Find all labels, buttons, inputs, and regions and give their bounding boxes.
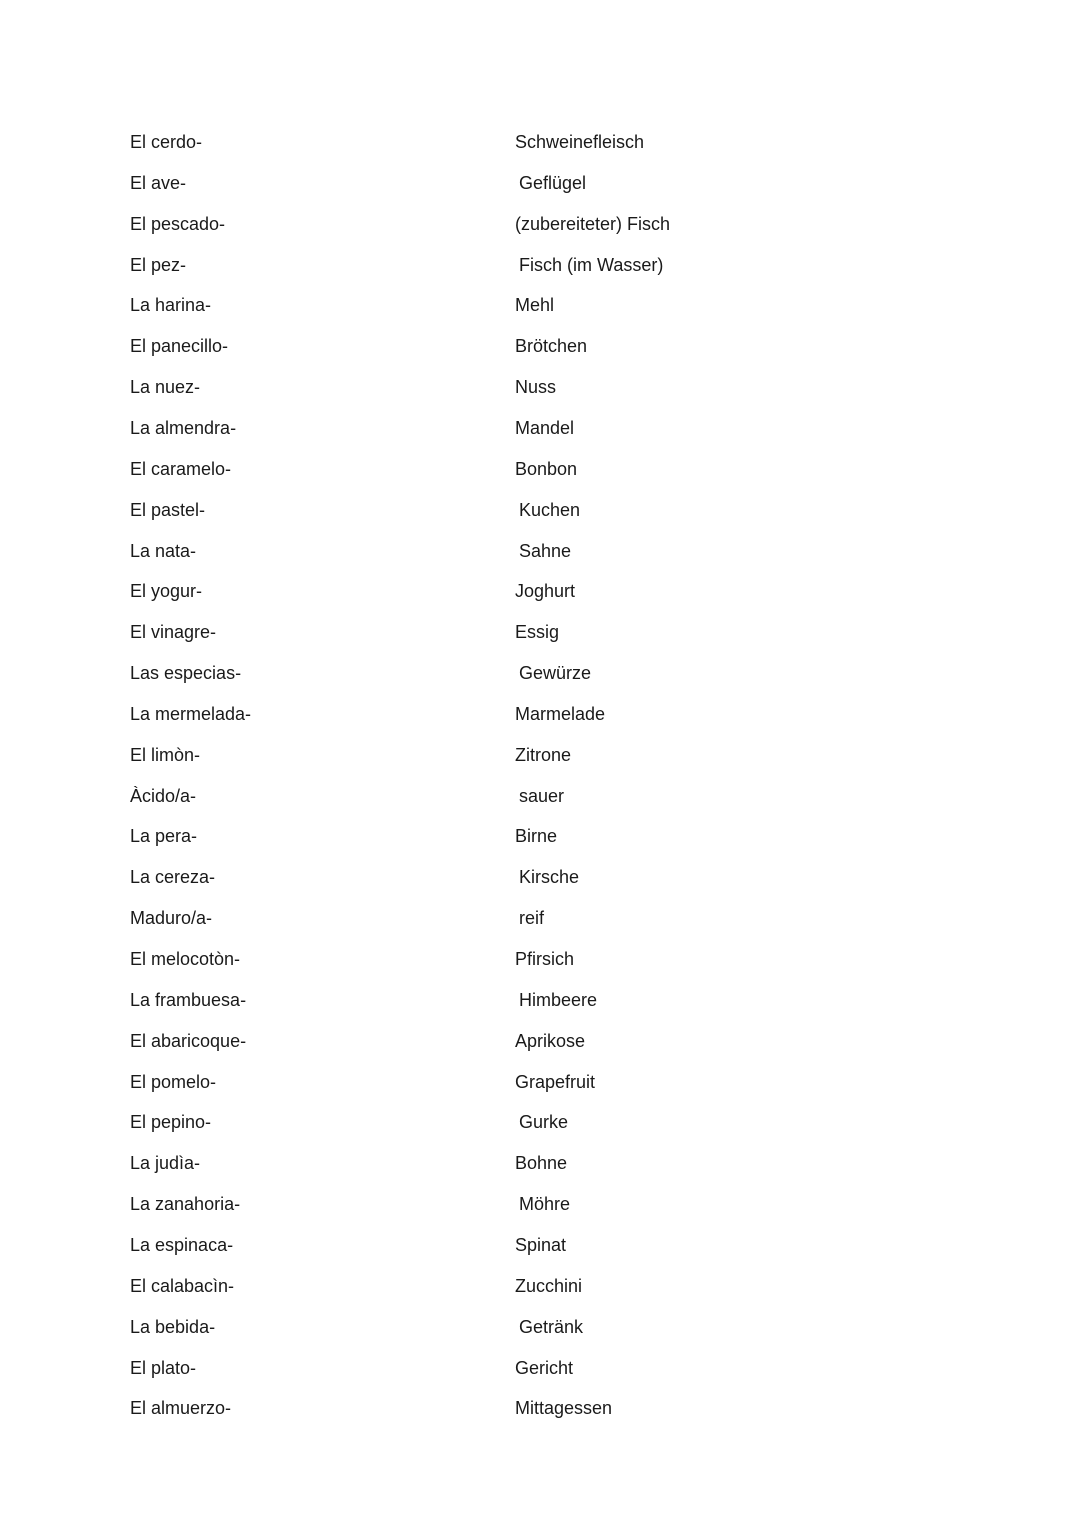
german-translation: Zucchini: [515, 1276, 583, 1296]
spanish-term: La harina-: [130, 295, 212, 315]
spanish-term: El almuerzo-: [130, 1398, 232, 1418]
german-translation: Mandel: [515, 418, 575, 438]
german-translation: Grapefruit: [515, 1072, 596, 1092]
german-translation: Essig: [515, 622, 560, 642]
vocab-row: [0, 1316, 1080, 1356]
german-translation: Brötchen: [515, 336, 588, 356]
vocab-row: [0, 1152, 1080, 1192]
spanish-term: La zanahoria-: [130, 1194, 241, 1214]
vocab-row: [0, 580, 1080, 620]
vocab-row: [0, 540, 1080, 580]
german-translation: Birne: [515, 826, 558, 846]
german-translation: Kuchen: [519, 500, 581, 520]
spanish-term: La almendra-: [130, 418, 237, 438]
spanish-term: El pepino-: [130, 1112, 212, 1132]
vocab-row: [0, 213, 1080, 253]
vocab-row: [0, 703, 1080, 743]
vocab-row: [0, 1397, 1080, 1437]
german-translation: Marmelade: [515, 704, 606, 724]
spanish-term: La pera-: [130, 826, 198, 846]
spanish-term: El limòn-: [130, 745, 201, 765]
german-translation: reif: [519, 908, 545, 928]
vocab-row: [0, 1111, 1080, 1151]
spanish-term: La espinaca-: [130, 1235, 234, 1255]
vocab-row: [0, 1030, 1080, 1070]
german-translation: Fisch (im Wasser): [519, 255, 664, 275]
spanish-term: El pastel-: [130, 500, 206, 520]
spanish-term: El vinagre-: [130, 622, 217, 642]
vocab-row: [0, 499, 1080, 539]
vocab-row: [0, 254, 1080, 294]
spanish-term: El pomelo-: [130, 1072, 217, 1092]
spanish-term: Las especias-: [130, 663, 242, 683]
german-translation: Gewürze: [519, 663, 592, 683]
vocab-row: [0, 662, 1080, 702]
vocab-row: [0, 825, 1080, 865]
german-translation: Spinat: [515, 1235, 567, 1255]
vocab-row: [0, 458, 1080, 498]
german-translation: sauer: [519, 786, 565, 806]
vocab-row: [0, 1357, 1080, 1397]
spanish-term: El abaricoque-: [130, 1031, 247, 1051]
german-translation: Zitrone: [515, 745, 572, 765]
spanish-term: La cereza-: [130, 867, 216, 887]
vocab-row: [0, 948, 1080, 988]
vocab-row: [0, 131, 1080, 171]
german-translation: Möhre: [519, 1194, 571, 1214]
spanish-term: El cerdo-: [130, 132, 203, 152]
spanish-term: El pescado-: [130, 214, 226, 234]
german-translation: Bohne: [515, 1153, 568, 1173]
vocab-row: [0, 1234, 1080, 1274]
spanish-term: El ave-: [130, 173, 187, 193]
vocab-row: [0, 335, 1080, 375]
german-translation: Mehl: [515, 295, 555, 315]
spanish-term: La nuez-: [130, 377, 201, 397]
spanish-term: La bebida-: [130, 1317, 216, 1337]
vocab-row: [0, 621, 1080, 661]
german-translation: (zubereiteter) Fisch: [515, 214, 671, 234]
spanish-term: El caramelo-: [130, 459, 232, 479]
german-translation: Sahne: [519, 541, 572, 561]
german-translation: Getränk: [519, 1317, 584, 1337]
spanish-term: El yogur-: [130, 581, 203, 601]
spanish-term: El calabacìn-: [130, 1276, 235, 1296]
german-translation: Gericht: [515, 1358, 574, 1378]
spanish-term: El melocotòn-: [130, 949, 241, 969]
german-translation: Geflügel: [519, 173, 587, 193]
german-translation: Mittagessen: [515, 1398, 613, 1418]
vocab-row: [0, 785, 1080, 825]
spanish-term: Maduro/a-: [130, 908, 213, 928]
vocab-row: [0, 1275, 1080, 1315]
spanish-term: La judìa-: [130, 1153, 201, 1173]
vocab-row: [0, 417, 1080, 457]
spanish-term: El pez-: [130, 255, 187, 275]
german-translation: Gurke: [519, 1112, 569, 1132]
spanish-term: La mermelada-: [130, 704, 252, 724]
spanish-term: La frambuesa-: [130, 990, 247, 1010]
spanish-term: El panecillo-: [130, 336, 229, 356]
vocab-row: [0, 866, 1080, 906]
spanish-term: La nata-: [130, 541, 197, 561]
german-translation: Bonbon: [515, 459, 578, 479]
vocab-row: [0, 1071, 1080, 1111]
vocab-row: [0, 376, 1080, 416]
vocab-row: [0, 172, 1080, 212]
german-translation: Schweinefleisch: [515, 132, 645, 152]
spanish-term: Àcido/a-: [130, 786, 197, 806]
spanish-term: El plato-: [130, 1358, 197, 1378]
german-translation: Nuss: [515, 377, 557, 397]
german-translation: Kirsche: [519, 867, 580, 887]
vocab-row: [0, 907, 1080, 947]
vocab-row: [0, 989, 1080, 1029]
vocab-row: [0, 294, 1080, 334]
german-translation: Aprikose: [515, 1031, 586, 1051]
german-translation: Himbeere: [519, 990, 598, 1010]
german-translation: Pfirsich: [515, 949, 575, 969]
german-translation: Joghurt: [515, 581, 576, 601]
vocab-row: [0, 744, 1080, 784]
vocab-row: [0, 1193, 1080, 1233]
